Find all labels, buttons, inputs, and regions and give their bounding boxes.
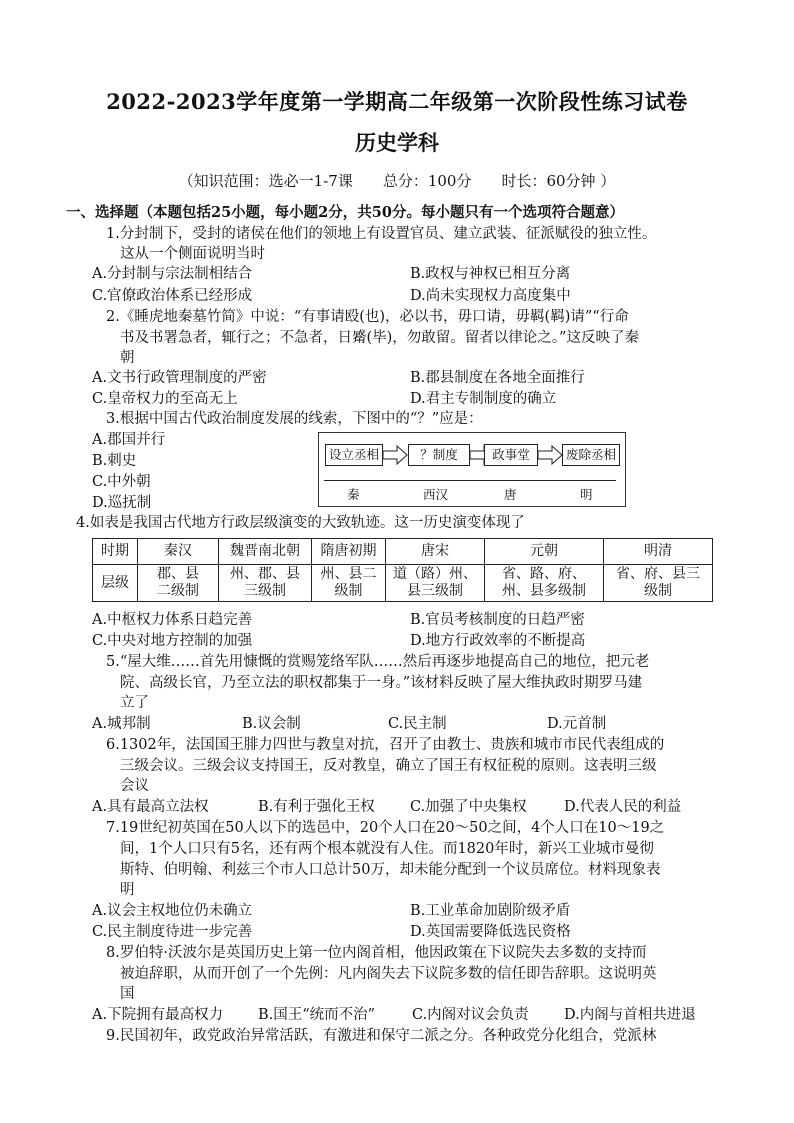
subject-title: 历史学科 bbox=[355, 130, 439, 155]
q6-option-a: A.具有最高立法权 bbox=[92, 799, 209, 815]
q8-option-b: B.国王“统而不治” bbox=[258, 1007, 376, 1023]
section-heading: 一、选择题（本题包括25小题，每小题2分，共50分。每小题只有一个选项符合题意） bbox=[66, 204, 624, 221]
table-header-cell: 时期 bbox=[93, 539, 138, 565]
q2-stem-cont2: 朝 bbox=[120, 350, 135, 366]
q8-stem-cont2: 国 bbox=[120, 986, 135, 1002]
q7-stem-cont2: 斯特、伯明翰、利兹三个市人口总计50万，却未能分配到一个议员席位。材料现象表 bbox=[120, 862, 661, 878]
admin-levels-table bbox=[92, 538, 713, 602]
q1-option-d: D.尚未实现权力高度集中 bbox=[410, 288, 571, 304]
flow-box-3: 政事堂 bbox=[484, 444, 538, 466]
q4-stem: 4.如表是我国古代地方行政层级演变的大致轨迹。这一历史演变体现了 bbox=[76, 515, 525, 531]
q1-stem-cont: 这从一个侧面说明当时 bbox=[120, 246, 265, 262]
q1-option-b: B.政权与神权已相互分离 bbox=[410, 266, 571, 282]
table-cell bbox=[485, 565, 604, 602]
timeline-rule bbox=[324, 480, 616, 481]
q1-option-a: A.分封制与宗法制相结合 bbox=[92, 266, 253, 282]
flow-arrow-1 bbox=[382, 445, 408, 465]
q2-stem-cont: 书及书署急者，辄行之；不急者，日觱(毕)，勿敢留。留者以律论之。”这反映了秦 bbox=[120, 330, 639, 346]
table-cell bbox=[312, 565, 386, 602]
q5-option-a: A.城邦制 bbox=[92, 716, 151, 732]
era-label-western-han: 西汉 bbox=[423, 487, 449, 502]
q4-option-c: C.中央对地方控制的加强 bbox=[92, 633, 253, 649]
table-cell bbox=[93, 565, 138, 602]
q6-option-b: B.有利于强化王权 bbox=[258, 799, 375, 815]
q5-stem: 5.“屋大维……首先用慷慨的赏赐笼络军队……然后再逐步地提高自己的地位，把元老 bbox=[106, 654, 650, 670]
q5-stem-cont2: 立了 bbox=[120, 695, 149, 711]
exam-title: 2022-2023学年度第一学期高二年级第一次阶段性练习试卷 bbox=[106, 89, 688, 114]
cell-text: 州、郡、县 bbox=[230, 566, 300, 582]
flow-box-4: 废除丞相 bbox=[562, 444, 620, 466]
cell-text: 省、路、府、 bbox=[502, 566, 586, 582]
q6-option-d: D.代表人民的利益 bbox=[564, 799, 682, 815]
q4-option-a: A.中枢权力体系日趋完善 bbox=[92, 612, 253, 628]
flow-box-1: 设立丞相 bbox=[325, 444, 383, 466]
q5-option-c: C.民主制 bbox=[388, 716, 447, 732]
cell-text: 省、府、县三 bbox=[616, 566, 700, 582]
q8-stem: 8.罗伯特·沃波尔是英国历史上第一位内阁首相，他因政策在下议院失去多数的支持而 bbox=[106, 945, 647, 961]
cell-text: 二级制 bbox=[157, 583, 199, 599]
q1-option-c: C.官僚政治体系已经形成 bbox=[92, 288, 253, 304]
cell-text: 道（路）州、 bbox=[393, 566, 477, 582]
cell-text: 县三级制 bbox=[407, 583, 463, 599]
q2-option-c: C.皇帝权力的至高无上 bbox=[92, 391, 238, 407]
q6-stem-cont: 三级会议。三级会议支持国王，反对教皇，确立了国王有权征税的原则。这表明三级 bbox=[120, 758, 657, 774]
q1-stem: 1.分封制下，受封的诸侯在他们的领地上有设置官员、建立武装、征派赋役的独立性。 bbox=[106, 226, 657, 242]
q3-option-d: D.巡抚制 bbox=[92, 495, 152, 511]
table-header-cell: 秦汉 bbox=[138, 539, 219, 565]
q7-option-d: D.英国需要降低选民资格 bbox=[410, 924, 571, 940]
q6-stem: 6.1302年，法国国王腓力四世与教皇对抗，召开了由教士、贵族和城市市民代表组成的 bbox=[106, 737, 665, 753]
table-cell bbox=[138, 565, 219, 602]
cell-text: 三级制 bbox=[244, 583, 286, 599]
table-header-cell: 魏晋南北朝 bbox=[219, 539, 312, 565]
q2-option-a: A.文书行政管理制度的严密 bbox=[92, 370, 267, 386]
cell-text: 级制 bbox=[644, 583, 672, 599]
q7-stem-cont: 间，1个人口只有5名，还有两个根本就没有人住。而1820年时，新兴工业城市曼彻 bbox=[120, 841, 654, 857]
table-header-cell: 元朝 bbox=[485, 539, 604, 565]
q7-stem: 7.19世纪初英国在50人以下的选邑中，20个人口在20～50之间，4个人口在10～19之 bbox=[106, 820, 665, 836]
cell-text: 层级 bbox=[101, 574, 129, 591]
exam-meta: （知识范围：选必一1-7课 总分：100分 时长：60分钟 ） bbox=[178, 172, 616, 190]
q7-option-a: A.议会主权地位仍未确立 bbox=[92, 903, 253, 919]
q7-option-b: B.工业革命加剧阶级矛盾 bbox=[410, 903, 571, 919]
q2-option-d: D.君主专制制度的确立 bbox=[410, 391, 557, 407]
table-cell bbox=[219, 565, 312, 602]
q8-option-a: A.下院拥有最高权力 bbox=[92, 1007, 224, 1023]
cell-text: 州、县多级制 bbox=[502, 583, 586, 599]
flow-arrow-3 bbox=[537, 445, 563, 465]
cell-text: 州、县二 bbox=[320, 566, 377, 582]
cell-text: 级制 bbox=[334, 583, 363, 599]
q5-option-b: B.议会制 bbox=[242, 716, 301, 732]
q6-option-c: C.加强了中央集权 bbox=[410, 799, 527, 815]
table-cell bbox=[386, 565, 485, 602]
q5-option-d: D.元首制 bbox=[547, 716, 607, 732]
q9-stem: 9.民国初年，政党政治异常活跃，有激进和保守二派之分。各种政党分化组合，党派林 bbox=[106, 1028, 657, 1044]
q2-stem: 2.《睡虎地秦墓竹简》中说：“有事请殴(也)，必以书，毋口请，毋羁(羁)请”“行命 bbox=[106, 309, 629, 325]
era-label-ming: 明 bbox=[580, 487, 593, 502]
q7-option-c: C.民主制度待进一步完善 bbox=[92, 924, 253, 940]
era-label-tang: 唐 bbox=[504, 487, 517, 502]
flow-box-2: ？制度 bbox=[408, 444, 470, 466]
q3-option-b: B.刺史 bbox=[92, 453, 137, 469]
q4-option-d: D.地方行政效率的不断提高 bbox=[410, 633, 586, 649]
q6-stem-cont2: 会议 bbox=[120, 778, 149, 794]
q3-option-a: A.郡国并行 bbox=[92, 432, 166, 448]
q8-option-c: C.内阁对议会负责 bbox=[412, 1007, 529, 1023]
table-header-cell: 隋唐初期 bbox=[312, 539, 386, 565]
q3-option-c: C.中外朝 bbox=[92, 474, 151, 490]
q8-stem-cont: 被迫辞职，从而开创了一个先例：凡内阁失去下议院多数的信任即告辞职。这说明英 bbox=[120, 966, 657, 982]
table-cell bbox=[604, 565, 713, 602]
era-label-qin: 秦 bbox=[347, 487, 360, 502]
q3-stem: 3.根据中国古代政治制度发展的线索，下图中的“？”应是： bbox=[106, 411, 483, 427]
q4-option-b: B.官员考核制度的日趋严密 bbox=[410, 612, 585, 628]
cell-text: 郡、县 bbox=[157, 566, 199, 582]
table-header-cell: 明清 bbox=[604, 539, 713, 565]
table-header-cell: 唐宋 bbox=[386, 539, 485, 565]
q2-option-b: B.郡县制度在各地全面推行 bbox=[410, 370, 585, 386]
q5-stem-cont: 院、高级长官，乃至立法的职权都集于一身。”该材料反映了屋大维执政时期罗马建 bbox=[120, 675, 643, 691]
q8-option-d: D.内阁与首相共进退 bbox=[564, 1007, 696, 1023]
q7-stem-cont3: 明 bbox=[120, 882, 135, 898]
q3-flow-diagram bbox=[318, 432, 626, 507]
